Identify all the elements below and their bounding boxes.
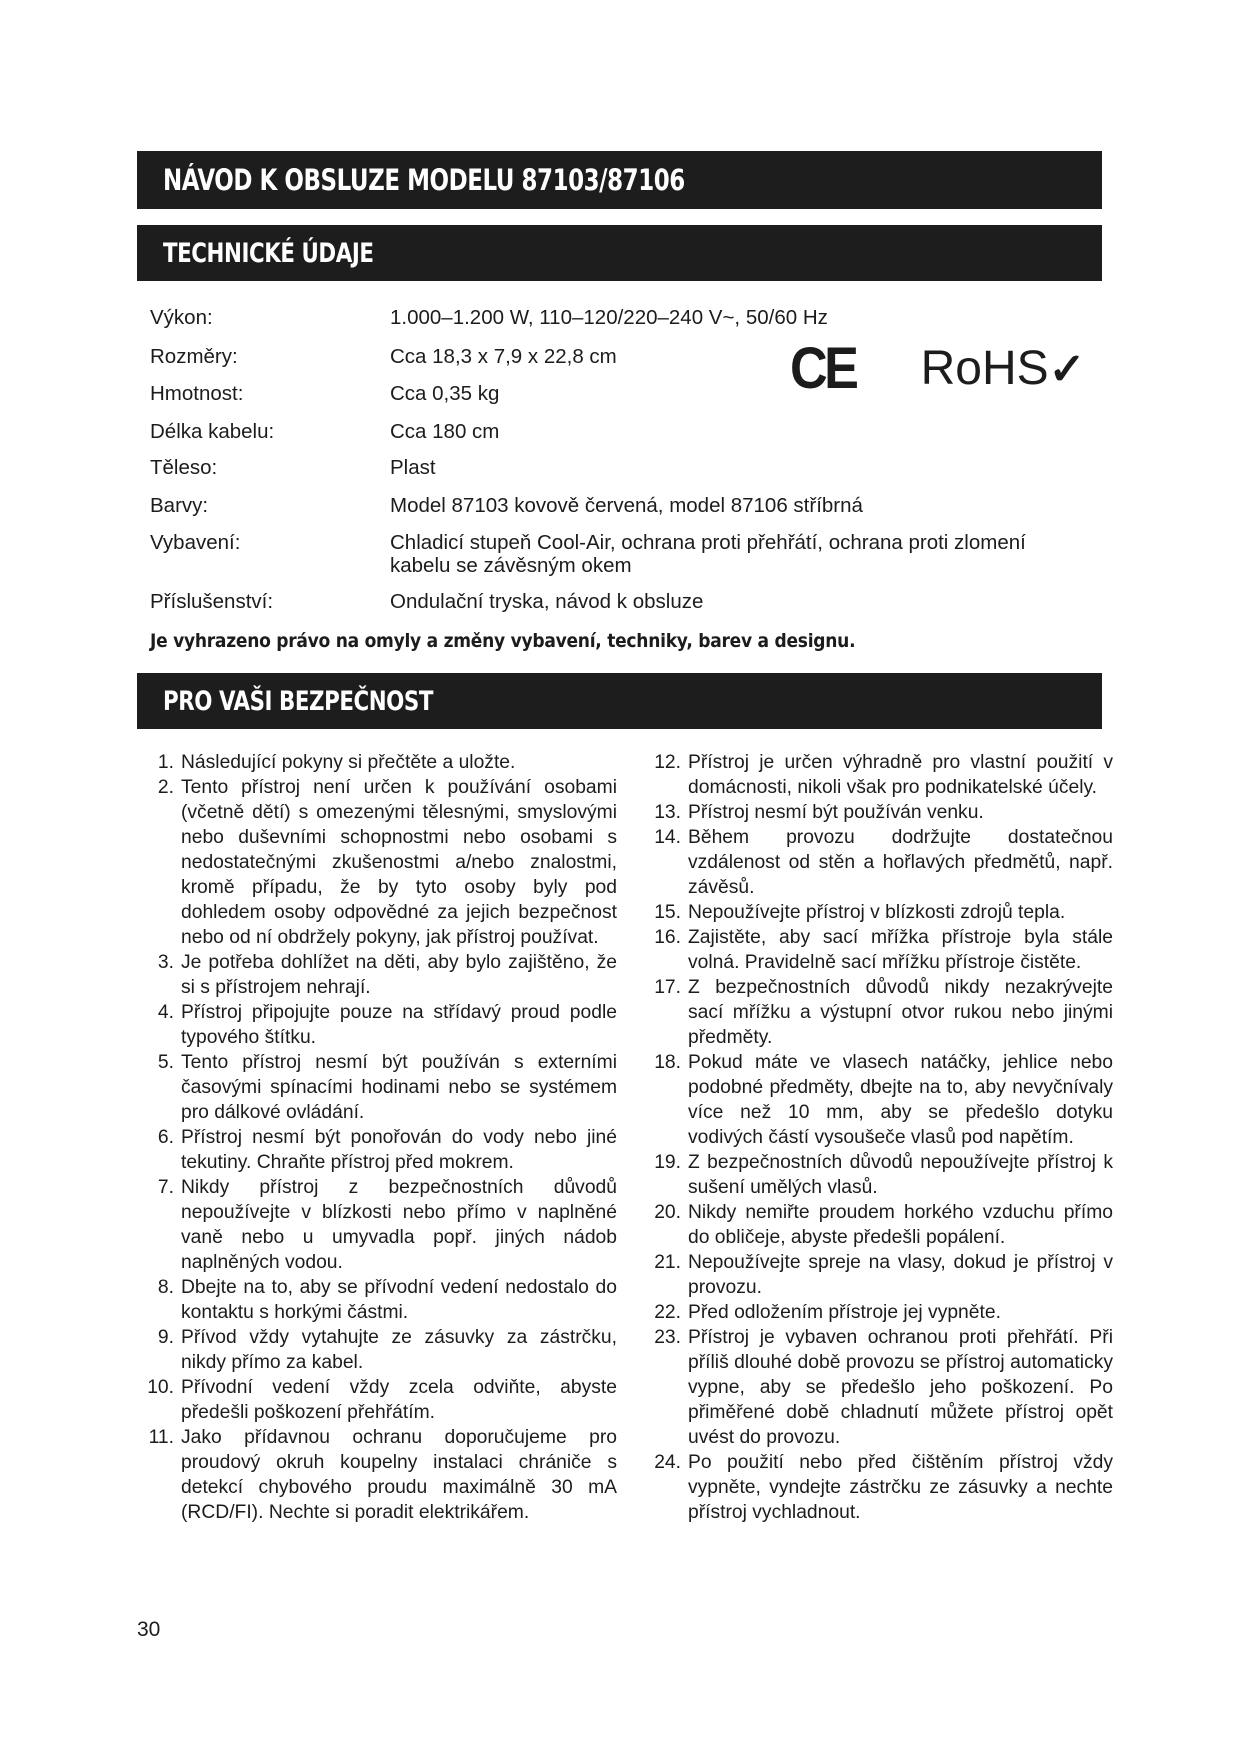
manual-title: NÁVOD K OBSLUZE MODELU 87103/87106: [163, 163, 685, 197]
safety-heading: PRO VAŠI BEZPEČNOST: [163, 685, 434, 717]
technical-heading-bar: [137, 225, 1102, 281]
item-number: 5.: [157, 1052, 174, 1073]
item-number: 9.: [157, 1327, 174, 1348]
list-item: [641, 1300, 1113, 1325]
item-text: Během provozu dodržujte dostatečnou vzdálenost od stěn a hořlavých předmětů, např. závěsů.: [688, 827, 1113, 898]
item-number: 3.: [157, 952, 174, 973]
list-item: [137, 1050, 617, 1125]
item-number: 19.: [654, 1152, 681, 1173]
item-number: 6.: [157, 1127, 174, 1148]
list-item: [641, 1250, 1113, 1300]
manual-title-bar: [137, 151, 1102, 209]
list-item: [137, 750, 617, 775]
item-text: Zajistěte, aby sací mřížka přístroje byla stále volná. Pravidelně sací mřížku přístroje čistěte.: [688, 927, 1113, 973]
list-item: [137, 1000, 617, 1050]
item-number: 10.: [147, 1377, 174, 1398]
spec-label: Hmotnost:: [150, 382, 244, 405]
list-item: [137, 1125, 617, 1175]
spec-value: Cca 180 cm: [390, 420, 500, 443]
item-number: 14.: [654, 827, 681, 848]
spec-label: Výkon:: [150, 306, 213, 329]
spec-value: Ondulační tryska, návod k obsluze: [390, 590, 704, 613]
item-text: Po použití nebo před čištěním přístroj vždy vypněte, vyndejte zástrčku ze zásuvky a nechte přístroj vychladnout.: [688, 1452, 1113, 1523]
list-item: [641, 750, 1113, 800]
item-number: 8.: [157, 1277, 174, 1298]
item-text: Nikdy nemiřte proudem horkého vzduchu přímo do obličeje, abyste předešli popálení.: [688, 1202, 1113, 1248]
item-text: Před odložením přístroje jej vypněte.: [688, 1302, 1001, 1323]
list-item: [137, 1375, 617, 1425]
list-item: [641, 1150, 1113, 1200]
item-text: Přístroj nesmí být používán venku.: [688, 802, 984, 823]
item-text: Z bezpečnostních důvodů nikdy nezakrývejte sací mřížku a výstupní otvor rukou nebo jinými předměty.: [688, 977, 1113, 1048]
item-number: 1.: [157, 752, 174, 773]
rohs-text: RoHS: [920, 342, 1049, 395]
item-text: Je potřeba dohlížet na děti, aby bylo zajištěno, že si s přístrojem nehrají.: [181, 952, 617, 998]
item-number: 22.: [654, 1302, 681, 1323]
spec-label: Rozměry:: [150, 345, 238, 368]
disclaimer: [150, 630, 934, 652]
spec-label: Barvy:: [150, 494, 209, 517]
spec-label: Délka kabelu:: [150, 420, 275, 443]
item-number: 2.: [157, 777, 174, 798]
list-item: [137, 1175, 617, 1275]
item-text: Z bezpečnostních důvodů nepoužívejte přístroj k sušení umělých vlasů.: [688, 1152, 1113, 1198]
list-item: [137, 1325, 617, 1375]
list-item: [641, 925, 1113, 975]
item-text: Nepoužívejte spreje na vlasy, dokud je přístroj v provozu.: [688, 1252, 1113, 1298]
item-number: 12.: [654, 752, 681, 773]
spec-label: Těleso:: [150, 456, 218, 479]
list-item: [641, 1200, 1113, 1250]
spec-value: Cca 18,3 x 7,9 x 22,8 cm: [390, 345, 617, 368]
item-text: Dbejte na to, aby se přívodní vedení nedostalo do kontaktu s horkými částmi.: [181, 1277, 617, 1323]
spec-label: Příslušenství:: [150, 590, 274, 613]
item-number: 24.: [654, 1452, 681, 1473]
item-number: 7.: [157, 1177, 174, 1198]
safety-list-left: [137, 750, 617, 1525]
item-number: 23.: [654, 1327, 681, 1348]
item-text: Přístroj připojujte pouze na střídavý proud podle typového štítku.: [181, 1002, 617, 1048]
item-number: 20.: [654, 1202, 681, 1223]
safety-list-right: [641, 750, 1113, 1525]
item-number: 15.: [654, 902, 681, 923]
list-item: [137, 950, 617, 1000]
item-number: 13.: [654, 802, 681, 823]
item-number: 16.: [654, 927, 681, 948]
item-text: Přístroj nesmí být ponořován do vody nebo jiné tekutiny. Chraňte přístroj před mokrem.: [181, 1127, 617, 1173]
item-text: Tento přístroj není určen k používání osobami (včetně dětí) s omezenými tělesnými, smyslovými nebo duševními schopnostmi nebo osobami s nedostatečnými zkušenostmi a/nebo znalostmi, kromě případu, že by tyto osoby byly pod dohledem osoby odpovědné za jejich bezpečnost nebo od ní obdržely pokyny, jak přístroj používat.: [181, 777, 617, 948]
spec-value: Plast: [390, 456, 436, 479]
list-item: [137, 1425, 617, 1525]
spec-value: Model 87103 kovově červená, model 87106 stříbrná: [390, 494, 863, 517]
safety-heading-bar: [137, 673, 1102, 729]
spec-value: Chladicí stupeň Cool-Air, ochrana proti přehřátí, ochrana proti zlomení kabelu se závěsným okem: [390, 531, 1026, 577]
list-item: [641, 975, 1113, 1050]
item-text: Přístroj je určen výhradně pro vlastní použití v domácnosti, nikoli však pro podnikatelské účely.: [688, 752, 1113, 798]
item-text: Nepoužívejte přístroj v blízkosti zdrojů tepla.: [688, 902, 1066, 923]
list-item: [137, 775, 617, 950]
item-text: Přívod vždy vytahujte ze zásuvky za zástrčku, nikdy přímo za kabel.: [181, 1327, 617, 1373]
list-item: [641, 900, 1113, 925]
disclaimer-text: Je vyhrazeno právo na omyly a změny vybavení, techniky, barev a designu.: [150, 630, 856, 652]
item-text: Přístroj je vybaven ochranou proti přehřátí. Při příliš dlouhé době provozu se přístroj automaticky vypne, aby se předešlo jeho poškození. Po přiměřené době chladnutí můžete přístroj opět uvést do provozu.: [688, 1327, 1113, 1448]
technical-heading: TECHNICKÉ ÚDAJE: [163, 237, 374, 269]
rohs-mark: [921, 341, 1086, 396]
list-item: [641, 1450, 1113, 1525]
item-text: Pokud máte ve vlasech natáčky, jehlice nebo podobné předměty, dbejte na to, aby nevyčnívaly více než 10 mm, aby se předešlo dotyku vodivých částí vysoušeče vlasů pod napětím.: [688, 1052, 1113, 1148]
spec-value: 1.000–1.200 W, 110–120/220–240 V~, 50/60 Hz: [390, 306, 828, 329]
item-text: Následující pokyny si přečtěte a uložte.: [181, 752, 516, 773]
item-number: 4.: [157, 1002, 174, 1023]
checkmark-icon: ✓: [1048, 345, 1086, 394]
item-text: Přívodní vedení vždy zcela odviňte, abyste předešli poškození přehřátím.: [181, 1377, 617, 1423]
item-text: Tento přístroj nesmí být používán s externími časovými spínacími hodinami nebo se systémem pro dálkové ovládání.: [181, 1052, 617, 1123]
list-item: [641, 800, 1113, 825]
item-number: 18.: [654, 1052, 681, 1073]
item-number: 21.: [654, 1252, 681, 1273]
ce-mark: CE: [790, 336, 856, 401]
spec-value: Cca 0,35 kg: [390, 382, 500, 405]
page-number: 30: [137, 1618, 161, 1641]
certification-marks: [790, 335, 1086, 402]
item-text: Jako přídavnou ochranu doporučujeme pro proudový okruh koupelny instalaci chrániče s detekcí chybového proudu maximálně 30 mA (RCD/FI). Nechte si poradit elektrikářem.: [181, 1427, 617, 1523]
list-item: [137, 1275, 617, 1325]
item-text: Nikdy přístroj z bezpečnostních důvodů nepoužívejte v blízkosti nebo přímo v naplněné vaně nebo u umyvadla popř. jiných nádob naplněných vodou.: [181, 1177, 617, 1273]
list-item: [641, 1325, 1113, 1450]
list-item: [641, 1050, 1113, 1150]
list-item: [641, 825, 1113, 900]
spec-label: Vybavení:: [150, 531, 241, 554]
item-number: 11.: [148, 1427, 174, 1448]
item-number: 17.: [654, 977, 681, 998]
